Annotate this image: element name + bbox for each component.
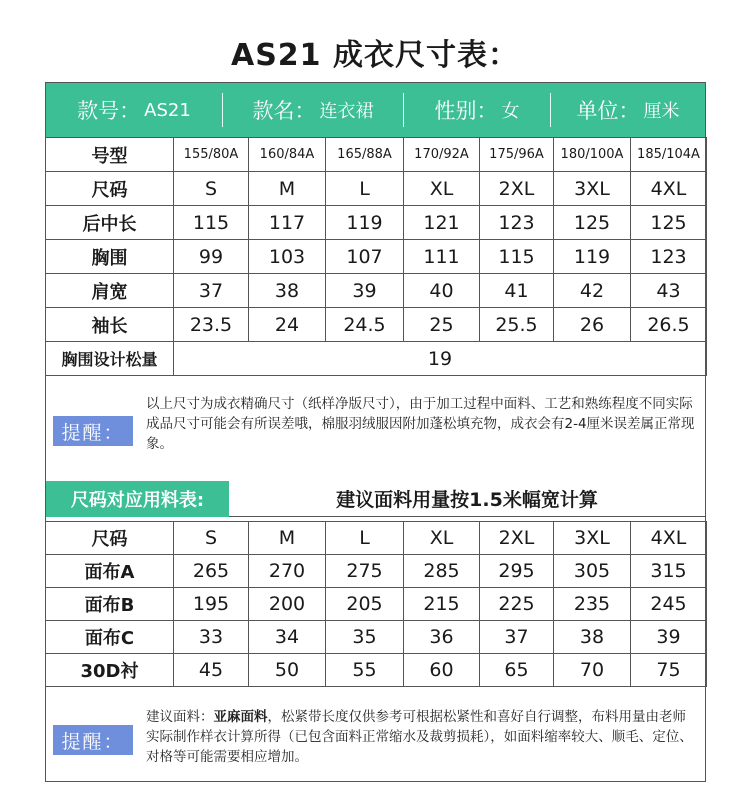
table-row [46, 308, 707, 342]
row-label: 30D衬 [46, 654, 174, 687]
row-label: 袖长 [46, 308, 174, 342]
table-row [46, 555, 707, 588]
row-label: 尺码 [46, 172, 174, 206]
size-table [45, 137, 707, 376]
row-label: 面布B [46, 588, 174, 621]
table-row [46, 172, 707, 206]
table-cell: M [249, 522, 326, 555]
table-cell: 265 [174, 555, 249, 588]
table-cell: 200 [249, 588, 326, 621]
table-cell: 34 [249, 621, 326, 654]
table-cell: 111 [404, 240, 480, 274]
table-cell: 195 [174, 588, 249, 621]
size-chart-frame [45, 82, 706, 782]
fabric-reminder-tag: 提醒： [53, 725, 133, 755]
table-cell: 37 [174, 274, 249, 308]
name-value: 连衣裙 [319, 101, 374, 122]
table-cell: 42 [554, 274, 631, 308]
table-cell: 225 [480, 588, 554, 621]
gender-value: 女 [501, 101, 520, 122]
table-cell: 155/80A [174, 138, 249, 172]
table-cell: XL [404, 522, 480, 555]
table-cell: 125 [554, 206, 631, 240]
page-title: AS21 成衣尺寸表： [230, 38, 520, 73]
style-label: 款号： [77, 99, 141, 123]
table-cell: 25 [404, 308, 480, 342]
table-row [46, 206, 707, 240]
fabric-prefix: 建议面料： [146, 709, 214, 725]
fabric-note-body: ，松紧带长度仅供参考可根据松紧性和喜好自行调整，布料用量由老师实际制作样衣计算所得（已包含面料正常缩水及裁剪损耗），如面料缩率较大、顺毛、定位、对格等可能需要相应增加。 [146, 709, 693, 765]
table-cell: 121 [404, 206, 480, 240]
unit-value: 厘米 [643, 101, 680, 122]
table-cell: 165/88A [326, 138, 404, 172]
table-row [46, 522, 707, 555]
table-cell: 270 [249, 555, 326, 588]
gender [404, 83, 550, 137]
table-cell: 23.5 [174, 308, 249, 342]
table-cell: 4XL [631, 522, 707, 555]
row-label: 面布A [46, 555, 174, 588]
table-cell: 119 [326, 206, 404, 240]
table-cell: 170/92A [404, 138, 480, 172]
table-cell: 99 [174, 240, 249, 274]
table-cell: 175/96A [480, 138, 554, 172]
table-cell: 117 [249, 206, 326, 240]
table-cell: 2XL [480, 522, 554, 555]
table-row [46, 588, 707, 621]
fabric-table [45, 521, 707, 687]
table-cell: 3XL [554, 522, 631, 555]
table-row [46, 342, 707, 376]
row-label: 号型 [46, 138, 174, 172]
table-cell: 33 [174, 621, 249, 654]
table-cell: 41 [480, 274, 554, 308]
reminder-text: 以上尺寸为成衣精确尺寸（纸样净版尺寸），由于加工过程中面料、工艺和熟练程度不同实际成品尺寸可能会有所误差哦，棉服羽绒服因附加蓬松填充物，成衣会有2-4厘米误差属正常现象。 [146, 396, 695, 452]
table-cell: 40 [404, 274, 480, 308]
table-row [46, 240, 707, 274]
ease-label: 胸围设计松量 [46, 342, 174, 376]
table-cell: 65 [480, 654, 554, 687]
unit [551, 83, 705, 137]
name-label: 款名： [252, 99, 316, 123]
reminder-note [46, 376, 705, 472]
row-label: 胸围 [46, 240, 174, 274]
table-cell: 55 [326, 654, 404, 687]
table-cell: 119 [554, 240, 631, 274]
table-cell: 50 [249, 654, 326, 687]
table-cell: 115 [480, 240, 554, 274]
row-label: 后中长 [46, 206, 174, 240]
unit-label: 单位： [576, 99, 640, 123]
fabric-section-bar [46, 481, 705, 517]
table-row [46, 138, 707, 172]
table-cell: 180/100A [554, 138, 631, 172]
fabric-section-tag: 尺码对应用料表: [46, 481, 229, 517]
row-label: 肩宽 [46, 274, 174, 308]
table-cell: 123 [631, 240, 707, 274]
table-cell: 3XL [554, 172, 631, 206]
table-cell: S [174, 172, 249, 206]
table-cell: 315 [631, 555, 707, 588]
style-name [223, 83, 403, 137]
table-cell: 107 [326, 240, 404, 274]
fabric-name: 亚麻面料 [213, 709, 268, 725]
table-cell: 24 [249, 308, 326, 342]
table-cell: XL [404, 172, 480, 206]
table-cell: 235 [554, 588, 631, 621]
table-cell: 2XL [480, 172, 554, 206]
row-label: 面布C [46, 621, 174, 654]
table-cell: 39 [326, 274, 404, 308]
table-cell: 103 [249, 240, 326, 274]
table-cell: 125 [631, 206, 707, 240]
table-cell: 305 [554, 555, 631, 588]
table-cell: 45 [174, 654, 249, 687]
fabric-reminder-note [46, 693, 705, 783]
table-cell: 115 [174, 206, 249, 240]
table-cell: 36 [404, 621, 480, 654]
table-cell: 43 [631, 274, 707, 308]
table-cell: 38 [554, 621, 631, 654]
table-cell: M [249, 172, 326, 206]
ease-value: 19 [174, 342, 707, 376]
header-bar [46, 83, 705, 137]
table-row [46, 654, 707, 687]
table-cell: 75 [631, 654, 707, 687]
table-cell: 38 [249, 274, 326, 308]
table-cell: 60 [404, 654, 480, 687]
style-number [46, 83, 222, 137]
table-cell: S [174, 522, 249, 555]
table-cell: 285 [404, 555, 480, 588]
table-cell: 26 [554, 308, 631, 342]
table-cell: 35 [326, 621, 404, 654]
table-cell: 26.5 [631, 308, 707, 342]
table-cell: 295 [480, 555, 554, 588]
table-cell: 245 [631, 588, 707, 621]
table-cell: 24.5 [326, 308, 404, 342]
row-label: 尺码 [46, 522, 174, 555]
table-cell: 70 [554, 654, 631, 687]
fabric-reminder-text [146, 707, 698, 767]
table-cell: 205 [326, 588, 404, 621]
table-cell: L [326, 522, 404, 555]
table-cell: 160/84A [249, 138, 326, 172]
fabric-section-title: 建议面料用量按1.5米幅宽计算 [336, 489, 598, 511]
table-cell: L [326, 172, 404, 206]
table-row [46, 274, 707, 308]
table-cell: 39 [631, 621, 707, 654]
table-cell: 37 [480, 621, 554, 654]
table-cell: 185/104A [631, 138, 707, 172]
table-cell: 123 [480, 206, 554, 240]
table-cell: 215 [404, 588, 480, 621]
table-cell: 4XL [631, 172, 707, 206]
table-cell: 275 [326, 555, 404, 588]
table-row [46, 621, 707, 654]
style-value: AS21 [144, 99, 191, 121]
table-cell: 25.5 [480, 308, 554, 342]
gender-label: 性别： [434, 99, 498, 123]
reminder-tag: 提醒： [53, 416, 133, 446]
